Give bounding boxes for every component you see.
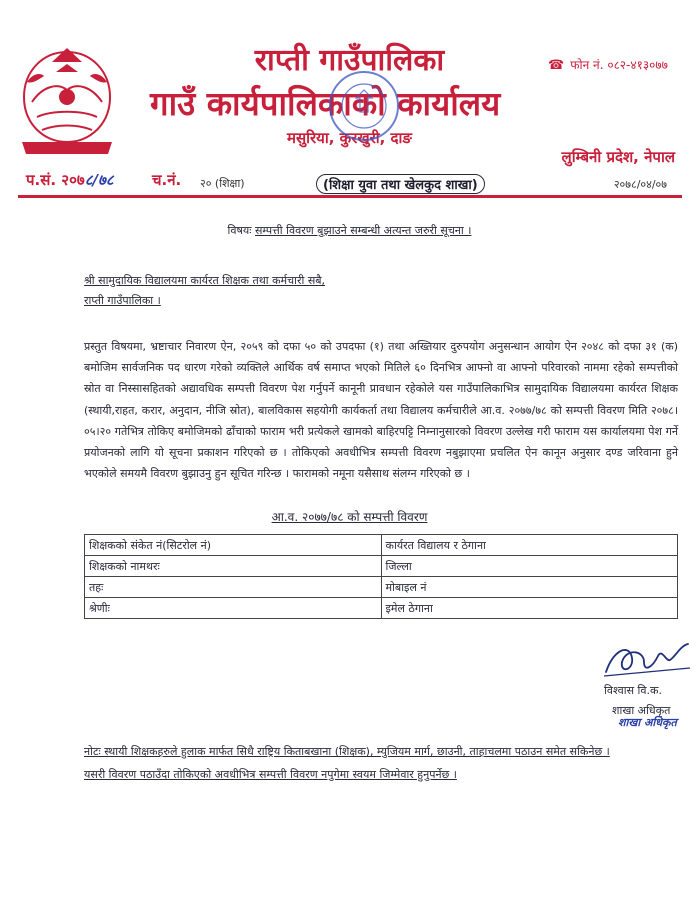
note-line-1: नोटः स्थायी शिक्षकहरुले हुलाक मार्फत सिधै राष्ट्रिय किताबखाना (शिक्षक), म्युजियम मार्ग, छाउनी, ताहाचलमा पठाउन समेत सकिनेछ । (84, 745, 610, 758)
table-cell: शिक्षकको संकेत नं(सिटरोल नं) (85, 535, 382, 556)
patra-sankhya-label: प.सं. २०७ (26, 171, 85, 189)
handwritten-signature (600, 638, 692, 682)
table-cell: जिल्ला (381, 556, 678, 577)
phone-icon: ☎ (548, 58, 565, 73)
office-address: मसुरिया, कुरखुरी, दाङ (287, 129, 412, 147)
section-name: (शिक्षा युवा तथा खेलकुद शाखा) (316, 174, 485, 194)
phone-number (548, 56, 668, 73)
asset-table-title (0, 508, 699, 525)
subject-text: सम्पत्ती विवरण बुझाउने सम्बन्धी अत्यन्त जरुरी सूचना । (254, 224, 472, 237)
patra-sankhya-handwritten: ८/७८ (84, 171, 114, 189)
phone-text: फोन नं. ०८२-४१३०७७ (570, 58, 668, 72)
patra-sankhya (26, 170, 114, 190)
table-cell: इमेल ठेगाना (381, 598, 678, 619)
municipality-name: राप्ती गाउँपालिका (254, 43, 445, 78)
signatory-title: शाखा अधिकृत (612, 704, 671, 717)
table-cell: मोबाइल नं (381, 577, 678, 598)
chalani-label: च.नं. (152, 171, 182, 189)
signatory-name: विश्वास वि.क. (604, 684, 662, 697)
letter-date: २०७८/०४/०७ (613, 178, 667, 191)
table-cell: श्रेणीः (85, 598, 382, 619)
header-divider (18, 195, 682, 198)
notice-body-paragraph: प्रस्तुत विषयमा, भ्रष्टाचार निवारण ऐन, २०५९ को दफा ५० को उपदफा (१) तथा अख्तियार दुरुपयोग अनुसन्धान आयोग ऐन २०४८ को दफा ३१ (क) बमोजिम सार्वजनिक पद धारण गरेको व्यक्तिले आर्थिक वर्ष समाप्त भएको मितिले ६० दिनभित्र आफ्नो वा आफ्नो परिवारको नाममा रहेको सम्पत्तीको स्रोत वा निस्सासहितको अद्यावधिक सम्पत्ती विवरण पेश गर्नुपर्ने कानूनी प्रावधान रहेकोले यस गाउँपालिकाभित्र सामुदायिक विद्यालयमा कार्यरत शिक्षक (स्थायी,राहत, करार, अनुदान, नीजि स्रोत), बालविकास सहयोगी कार्यकर्ता तथा विद्यालय कर्मचारीले आ.व. २०७७/७८ को सम्पत्ती विवरण मिति २०७८।०५।२० गतेभित्र तोकिए बमोजिमको ढाँचाको फाराम भरी प्रत्येकले खामको बाहिरपट्टि निम्नानुसारको विवरण उल्लेख गरी फाराम यस कार्यालयमा पेश गर्ने प्रयोजनको लागि यो सूचना प्रकाशन गरिएको छ । तोकिएको अवधीभित्र सम्पत्ती विवरण नबुझाएमा प्रचलित ऐन कानून अनुसार दण्ड जरिवाना हुने भएकोले समयमै विवरण बुझाउनु हुन सूचित गरिन्छ । फारामको नमूना यसैसाथ संलग्न गरिएको छ । (84, 340, 678, 481)
addressee-line-1: श्री सामुदायिक विद्यालयमा कार्यरत शिक्षक तथा कर्मचारी सबै, (84, 274, 326, 287)
table-row (85, 598, 678, 619)
note-line-2: यसरी विवरण पठाउँदा तोकिएको अवधीभित्र सम्पत्ती विवरण नपुगेमा स्वयम जिम्मेवार हुनुपर्नेछ । (84, 768, 457, 781)
table-cell: शिक्षकको नामथरः (85, 556, 382, 577)
province-name: लुम्बिनी प्रदेश, नेपाल (561, 148, 675, 166)
office-stamp-seal (326, 68, 402, 144)
asset-details-table (84, 534, 678, 619)
chalani-number: २० (शिक्षा) (200, 177, 245, 190)
subject-line (0, 223, 699, 238)
addressee-line-2: राप्ती गाउँपालिका । (84, 294, 161, 307)
signatory-stamp: शाखा अधिकृत (618, 716, 677, 729)
table-row (85, 535, 678, 556)
office-name: गाउँ कार्यपालिकाको कार्यालय (150, 84, 501, 123)
asset-table-title-text: आ.व. २०७७/७८ को सम्पत्ती विवरण (271, 510, 428, 524)
table-row (85, 556, 678, 577)
subject-label: विषयः (227, 224, 252, 237)
table-cell: कार्यरत विद्यालय र ठेगाना (381, 535, 678, 556)
table-cell: तहः (85, 577, 382, 598)
table-row (85, 577, 678, 598)
